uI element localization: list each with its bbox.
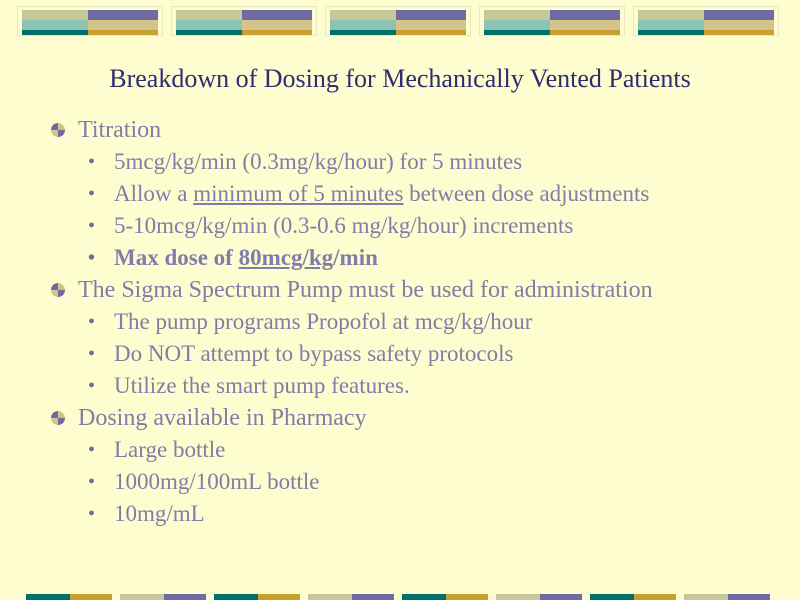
- decorative-bar: [26, 594, 70, 600]
- bullet-level2: [50, 466, 790, 498]
- decorative-block: [171, 6, 317, 36]
- bullet-text: 5-10mcg/kg/min (0.3-0.6 mg/kg/hour) increments: [114, 213, 574, 238]
- bullet-level1: [50, 402, 790, 434]
- bullet-level2: [50, 338, 790, 370]
- decorative-bar: [684, 594, 728, 600]
- dot-bullet-icon: •: [88, 151, 96, 173]
- dot-bullet-icon: •: [88, 215, 96, 237]
- decorative-bar: [70, 594, 112, 600]
- bullet-level2: [50, 498, 790, 530]
- bullet-quadrant: [58, 290, 65, 297]
- bullet-level1: [50, 274, 790, 306]
- decorative-block: [17, 6, 163, 36]
- bullet-quadrant: [58, 123, 65, 130]
- bullet-level2: [50, 434, 790, 466]
- bullet-text: 10mg/mL: [114, 501, 205, 526]
- bullet-level1: [50, 114, 790, 146]
- decorative-bar: [728, 594, 770, 600]
- decorative-bar: [308, 594, 352, 600]
- bullet-text-suffix: between dose adjustments: [403, 181, 650, 206]
- decorative-bar: [402, 594, 446, 600]
- bullet-text: 1000mg/100mL bottle: [114, 469, 320, 494]
- bullet-text: The pump programs Propofol at mcg/kg/hour: [114, 309, 533, 334]
- bullet-quadrant: [58, 411, 65, 418]
- bullet-level2: [50, 178, 790, 210]
- dot-bullet-icon: •: [88, 439, 96, 461]
- bullet-quadrant: [51, 418, 58, 425]
- decorative-block: [633, 6, 779, 36]
- underlined-emphasis: minimum of 5 minutes: [193, 181, 404, 206]
- dot-bullet-icon: •: [88, 311, 96, 333]
- bullet-text: Dosing available in Pharmacy: [78, 405, 367, 431]
- slide-body: [50, 114, 790, 530]
- decorative-block: [325, 6, 471, 36]
- decorative-bar: [496, 594, 540, 600]
- bullet-level2: [50, 370, 790, 402]
- dot-bullet-icon: •: [88, 503, 96, 525]
- decorative-bar: [214, 594, 258, 600]
- bullet-level2: [50, 210, 790, 242]
- bullet-quadrant: [58, 130, 65, 137]
- decorative-block: [479, 6, 625, 36]
- bullet-text-prefix: Allow a: [114, 181, 194, 206]
- decorative-bar: [258, 594, 300, 600]
- quartered-ball-icon: [51, 123, 65, 137]
- decorative-bar: [164, 594, 206, 600]
- bullet-quadrant: [58, 283, 65, 290]
- bullet-quadrant: [51, 123, 58, 130]
- bullet-quadrant: [51, 411, 58, 418]
- bullet-text: Titration: [78, 117, 162, 143]
- footer-decoration: [0, 592, 800, 600]
- underlined-emphasis: 80mcg/kg: [238, 245, 334, 270]
- bullet-text: Utilize the smart pump features.: [114, 373, 410, 398]
- bullet-text-prefix: Max dose of: [114, 245, 239, 270]
- dot-bullet-icon: •: [88, 183, 96, 205]
- bullet-quadrant: [58, 418, 65, 425]
- bullet-quadrant: [51, 290, 58, 297]
- bullet-text: 5mcg/kg/min (0.3mg/kg/hour) for 5 minutes: [114, 149, 523, 174]
- decorative-bar: [446, 594, 488, 600]
- decorative-bar: [540, 594, 582, 600]
- dot-bullet-icon: •: [88, 471, 96, 493]
- header-decoration: [17, 6, 783, 36]
- quartered-ball-icon: [51, 411, 65, 425]
- bullet-level2: [50, 146, 790, 178]
- bullet-text: The Sigma Spectrum Pump must be used for administration: [78, 277, 653, 303]
- bullet-text: Do NOT attempt to bypass safety protocols: [114, 341, 514, 366]
- bullet-text-suffix: /min: [333, 245, 378, 270]
- bullet-quadrant: [51, 283, 58, 290]
- quartered-ball-icon: [51, 283, 65, 297]
- bullet-quadrant: [51, 130, 58, 137]
- bullet-level2-max-dose: [50, 242, 790, 274]
- decorative-bar: [352, 594, 394, 600]
- decorative-bar: [634, 594, 676, 600]
- dot-bullet-icon: •: [88, 343, 96, 365]
- dot-bullet-icon: •: [88, 375, 96, 397]
- decorative-bar: [590, 594, 634, 600]
- decorative-bar: [120, 594, 164, 600]
- slide-title: Breakdown of Dosing for Mechanically Vented Patients: [109, 64, 691, 93]
- bullet-text: Large bottle: [114, 437, 226, 462]
- dot-bullet-icon: •: [88, 247, 96, 269]
- bullet-level2: [50, 306, 790, 338]
